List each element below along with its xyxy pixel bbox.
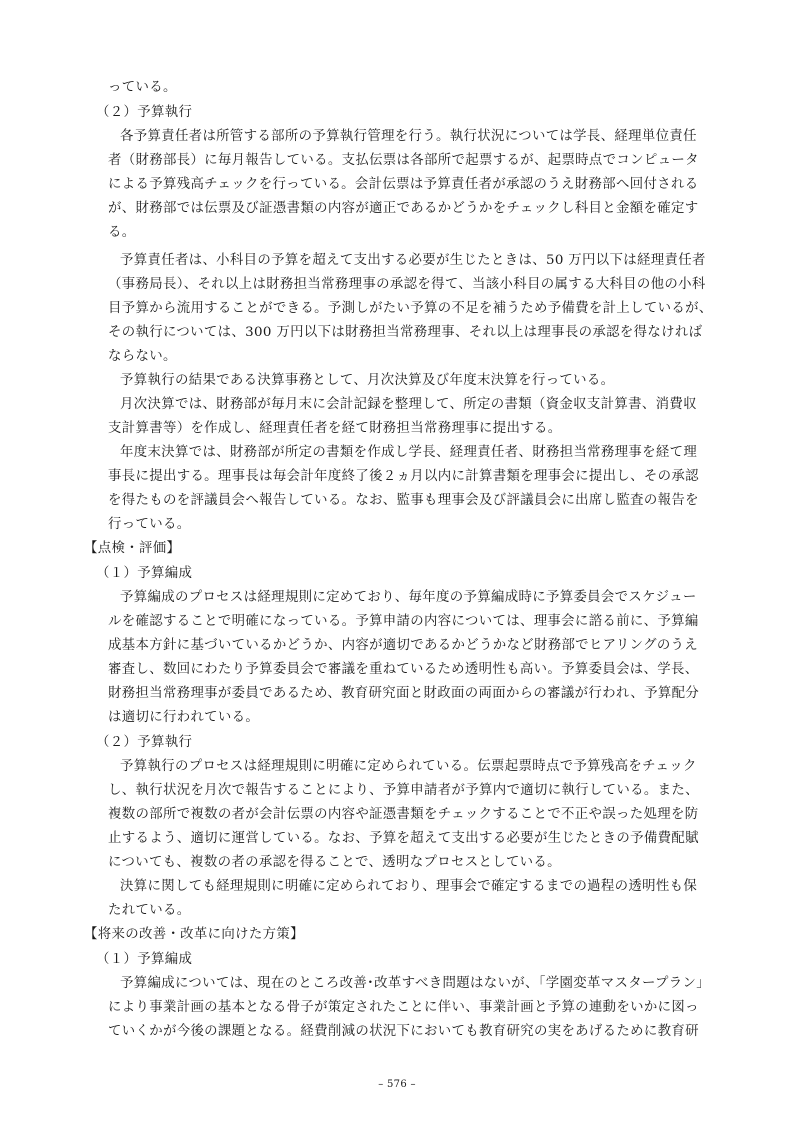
text-line: その執行については、300 万円以下は財務担当常務理事、それ以上は理事長の承認を得なければ: [108, 325, 703, 340]
text-line: 各予算責任者は所管する部所の予算執行管理を行う。執行状況については学長、経理単位責任: [120, 129, 697, 144]
text-line: についても、複数の者の承認を得ることで、透明なプロセスとしている。: [108, 855, 561, 870]
text-line: し、執行状況を月次で報告することにより、予算申請者が予算内で適切に執行している。また、: [108, 783, 699, 798]
text-line: 成基本方針に基づいているかどうか、内容が適切であるかどうかなど財務部でヒアリングのうえ: [108, 638, 699, 653]
text-line: による予算残高チェックを行っている。会計伝票は予算責任者が承認のうえ財務部へ回付される: [108, 177, 699, 192]
text-line: 予算責任者は、小科目の予算を超えて支出する必要が生じたときは、50 万円以下は経理責任者: [120, 253, 706, 268]
text-line: 者（財務部長）に毎月報告している。支払伝票は各部所で起票するが、起票時点でコンピュータ: [108, 153, 699, 168]
text-line: 年度末決算では、財務部が所定の書類を作成し学長、経理責任者、財務担当常務理事を経て理: [120, 445, 698, 460]
text-line: 目予算から流用することができる。予測しがたい予算の不足を補うため予備費を計上しているが、: [108, 301, 713, 316]
text-line: 【点検・評価】: [84, 541, 181, 556]
text-line: を得たものを評議員会へ報告している。なお、監事も理事会及び評議員会に出席し監査の報告を: [108, 493, 699, 508]
text-line: （事務局長）、それ以上は財務担当常務理事の承認を得て、当該小科目の属する大科目の他の小科: [108, 277, 706, 292]
text-line: （１）予算編成: [96, 952, 193, 967]
text-line: 【将来の改善・改革に向けた方策】: [84, 927, 304, 942]
text-line: 事長に提出する。理事長は毎会計年度終了後２ヵ月以内に計算書類を理事会に提出し、その承認: [108, 469, 699, 484]
text-line: 財務担当常務理事が委員であるため、教育研究面と財政面の両面からの審議が行われ、予算配分: [108, 686, 700, 701]
text-line: ルを確認することで明確になっている。予算申請の内容については、理事会に諮る前に、予算編: [108, 614, 699, 629]
text-line: 予算編成のプロセスは経理規則に定めており、毎年度の予算編成時に予算委員会でスケジュー: [120, 590, 697, 605]
text-line: 複数の部所で複数の者が会計伝票の内容や証憑書類をチェックすることで不正や誤った処理を防: [108, 807, 699, 822]
text-line: により事業計画の基本となる骨子が策定されたことに伴い、事業計画と予算の連動をいかに図っ: [108, 1000, 699, 1015]
text-line: ていくかが今後の課題となる。経費削減の状況下においても教育研究の実をあげるために教育研: [108, 1024, 699, 1039]
text-line: は適切に行われている。: [108, 710, 260, 725]
text-line: 止するよう、適切に運営している。なお、予算を超えて支出する必要が生じたときの予備費配賦: [108, 831, 699, 846]
text-line: （１）予算編成: [96, 566, 193, 581]
text-line: ならない。: [108, 349, 177, 364]
text-line: る。: [108, 225, 136, 240]
text-line: 審査し、数回にわたり予算委員会で審議を重ねているため透明性も高い。予算委員会は、学長、: [108, 662, 699, 677]
page-number: – 576 –: [378, 1079, 416, 1090]
text-line: が、財務部では伝票及び証憑書類の内容が適正であるかどうかをチェックし科目と金額を確定す: [108, 201, 699, 216]
text-line: 決算に関しても経理規則に明確に定められており、理事会で確定するまでの過程の透明性も保: [120, 879, 698, 894]
text-line: （２）予算執行: [96, 105, 193, 120]
text-line: 支計算書等）を作成し、経理責任者を経て財務担当常務理事に提出する。: [108, 421, 562, 436]
text-line: （２）予算執行: [96, 735, 193, 750]
text-line: 予算執行のプロセスは経理規則に明確に定められている。伝票起票時点で予算残高をチェック: [120, 759, 697, 774]
text-line: 予算執行の結果である決算事務として、月次決算及び年度末決算を行っている。: [120, 373, 615, 388]
text-line: 月次決算では、財務部が毎月末に会計記録を整理して、所定の書類（資金収支計算書、消費収: [120, 397, 697, 412]
text-line: 行っている。: [108, 517, 191, 532]
text-line: 予算編成については、現在のところ改善･改革すべき問題はないが、「学園変革マスタープラン」: [120, 976, 710, 991]
text-line: たれている。: [108, 903, 191, 918]
text-line: っている。: [108, 80, 177, 95]
